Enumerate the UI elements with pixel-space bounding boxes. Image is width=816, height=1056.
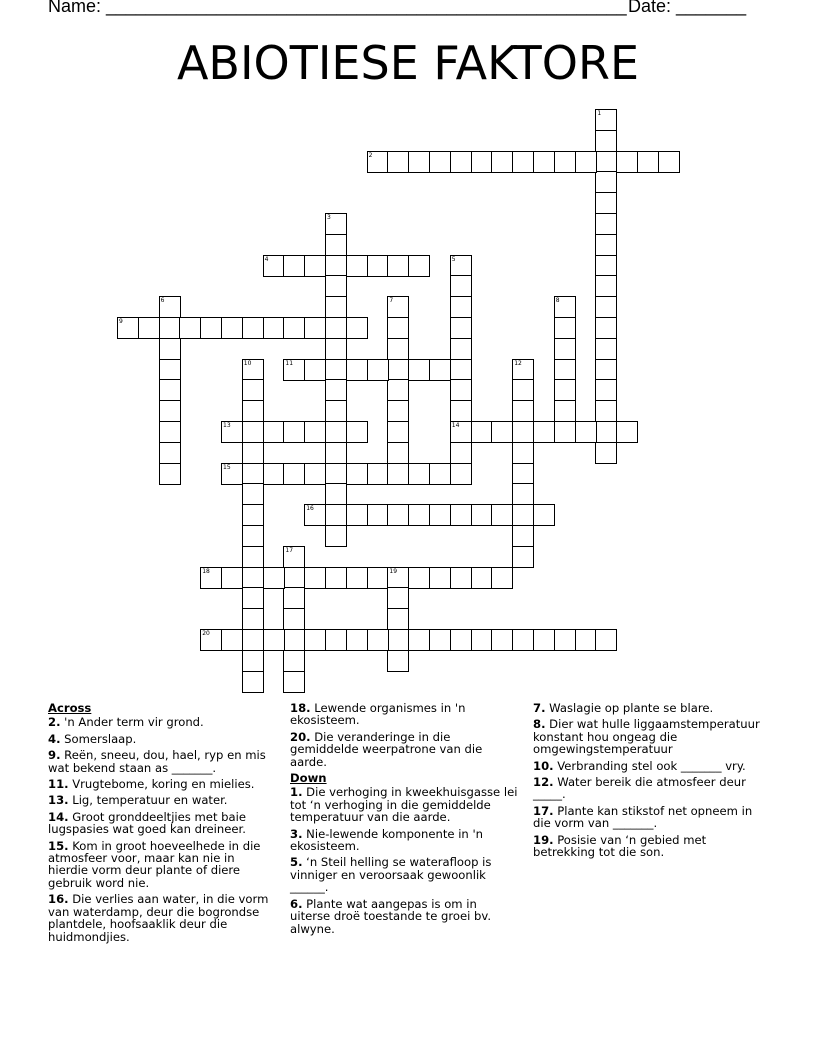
grid-cell[interactable] [554, 151, 576, 173]
clue-number: 15 [223, 463, 231, 471]
grid-cell[interactable] [491, 567, 513, 589]
clue-number: 13 [223, 422, 231, 429]
grid-cell[interactable] [595, 213, 617, 235]
grid-cell[interactable] [387, 650, 409, 672]
clue-number: 2 [368, 151, 373, 159]
grid-cell[interactable] [575, 151, 597, 173]
grid-cell[interactable] [387, 296, 409, 318]
clue-number: 18 [202, 567, 210, 575]
grid-cell[interactable] [367, 359, 389, 381]
grid-cell[interactable] [408, 255, 430, 277]
clue-number: 3 [327, 214, 331, 221]
grid-cell[interactable] [595, 171, 617, 193]
grid-cell[interactable] [450, 629, 472, 651]
grid-cell[interactable] [263, 629, 285, 651]
grid-cell[interactable] [263, 567, 285, 589]
grid-cell[interactable] [387, 338, 409, 360]
clue-down-17: 17. Plante kan stikstof net opneem in die vorm van _______. [533, 803, 753, 831]
clue-down-3: 3. Nie-lewende komponente in 'n ekosisteem. [290, 826, 483, 854]
clue-across-18: 18. Lewende organismes in 'n ekosisteem. [290, 701, 466, 728]
grid-cell[interactable] [554, 421, 576, 443]
name-field: Name: ____________________________________________________ [48, 0, 627, 16]
clue-number: 8 [555, 297, 560, 305]
grid-cell[interactable] [200, 629, 222, 651]
grid-cell[interactable] [429, 359, 451, 381]
grid-cell[interactable] [304, 567, 326, 589]
grid-cell[interactable] [512, 504, 534, 526]
grid-cell[interactable] [325, 421, 347, 443]
grid-cell[interactable] [408, 504, 430, 526]
grid-cell[interactable] [429, 629, 451, 651]
grid-cell[interactable] [533, 151, 555, 173]
grid-cell[interactable] [595, 421, 617, 443]
grid-cell[interactable] [512, 483, 534, 505]
grid-cell[interactable] [450, 442, 472, 464]
grid-cell[interactable] [595, 192, 617, 214]
clue-across-14: 14. Groot gronddeeltjies met baie lugspasies wat goed kan dreineer. [48, 809, 246, 837]
grid-cell[interactable] [159, 421, 181, 443]
grid-cell[interactable] [616, 421, 638, 443]
clue-down-10: 10. Verbranding stel ook _______ vry. [533, 758, 746, 773]
grid-cell[interactable] [283, 463, 305, 485]
grid-cell[interactable] [450, 421, 472, 443]
grid-cell[interactable] [450, 504, 472, 526]
grid-cell[interactable] [429, 151, 451, 173]
grid-cell[interactable] [554, 317, 576, 339]
grid-cell[interactable] [450, 567, 472, 589]
grid-cell[interactable] [283, 650, 305, 672]
grid-cell[interactable] [304, 421, 326, 443]
grid-cell[interactable] [283, 587, 305, 609]
grid-cell[interactable] [387, 359, 409, 381]
grid-cell[interactable] [221, 317, 243, 339]
grid-cell[interactable] [595, 379, 617, 401]
grid-cell[interactable] [512, 629, 534, 651]
clue-down-8: 8. Dier wat hulle liggaamstemperatuur konstant hou ongeag die omgewingstemperatuur [533, 717, 760, 757]
grid-cell[interactable] [512, 400, 534, 422]
grid-cell[interactable] [325, 379, 347, 401]
grid-cell[interactable] [533, 629, 555, 651]
grid-cell[interactable] [242, 650, 264, 672]
grid-cell[interactable] [387, 400, 409, 422]
grid-cell[interactable] [221, 629, 243, 651]
clue-across-9: 9. Reën, sneeu, dou, hael, ryp en mis wat bekend staan as _______. [48, 748, 266, 775]
grid-cell[interactable] [263, 255, 285, 277]
grid-cell[interactable] [242, 629, 264, 651]
grid-cell[interactable] [658, 151, 680, 173]
grid-cell[interactable] [367, 504, 389, 526]
grid-cell[interactable] [159, 463, 181, 485]
grid-cell[interactable] [159, 400, 181, 422]
grid-cell[interactable] [595, 130, 617, 152]
grid-cell[interactable] [450, 359, 472, 381]
grid-cell[interactable] [491, 504, 513, 526]
clue-across-20: 20. Die veranderinge in die gemiddelde weerpatrone van die aarde. [290, 729, 483, 769]
grid-cell[interactable] [304, 359, 326, 381]
grid-cell[interactable] [387, 587, 409, 609]
grid-cell[interactable] [512, 546, 534, 568]
grid-cell[interactable] [242, 317, 264, 339]
grid-cell[interactable] [554, 379, 576, 401]
grid-cell[interactable] [242, 608, 264, 630]
grid-cell[interactable] [304, 629, 326, 651]
clue-number: 16 [306, 505, 314, 513]
down-heading: Down [290, 771, 327, 786]
grid-cell[interactable] [304, 463, 326, 485]
grid-cell[interactable] [554, 296, 576, 318]
grid-cell[interactable] [450, 338, 472, 360]
grid-cell[interactable] [575, 421, 597, 443]
grid-cell[interactable] [387, 504, 409, 526]
grid-cell[interactable] [616, 151, 638, 173]
grid-cell[interactable] [450, 151, 472, 173]
grid-cell[interactable] [325, 463, 347, 485]
clue-number: 19 [389, 567, 398, 575]
grid-cell[interactable] [159, 338, 181, 360]
grid-cell[interactable] [387, 255, 409, 277]
grid-cell[interactable] [346, 359, 368, 381]
grid-cell[interactable] [450, 317, 472, 339]
grid-cell[interactable] [325, 338, 347, 360]
clue-number: 9 [119, 318, 123, 325]
grid-cell[interactable] [408, 629, 430, 651]
grid-cell[interactable] [512, 359, 534, 381]
grid-cell[interactable] [367, 629, 389, 651]
grid-cell[interactable] [242, 567, 264, 589]
grid-cell[interactable] [512, 525, 534, 547]
grid-cell[interactable] [554, 359, 576, 381]
grid-cell[interactable] [346, 629, 368, 651]
grid-cell[interactable] [408, 359, 430, 381]
grid-cell[interactable] [159, 379, 181, 401]
clue-number: 20 [202, 630, 210, 637]
clue-across-2: 2. 'n Ander term vir grond. [48, 715, 204, 730]
grid-cell[interactable] [450, 275, 472, 297]
grid-cell[interactable] [346, 317, 368, 339]
grid-cell[interactable] [595, 151, 617, 173]
grid-cell[interactable] [450, 255, 472, 277]
clue-number: 17 [285, 546, 294, 554]
clues-column-3 [533, 702, 765, 862]
grid-cell[interactable] [263, 317, 285, 339]
grid-cell[interactable] [325, 525, 347, 547]
grid-cell[interactable] [450, 296, 472, 318]
grid-cell[interactable] [367, 463, 389, 485]
grid-cell[interactable] [346, 504, 368, 526]
grid-cell[interactable] [387, 317, 409, 339]
grid-cell[interactable] [491, 421, 513, 443]
clue-across-4: 4. Somerslaap. [48, 731, 137, 746]
grid-cell[interactable] [595, 296, 617, 318]
grid-cell[interactable] [325, 400, 347, 422]
grid-cell[interactable] [512, 379, 534, 401]
grid-cell[interactable] [595, 317, 617, 339]
grid-cell[interactable] [325, 504, 347, 526]
grid-cell[interactable] [283, 629, 305, 651]
clue-down-19: 19. Posisie van ‘n gebied met betrekking tot die son. [533, 832, 707, 860]
grid-cell[interactable] [304, 255, 326, 277]
clue-number: 11 [285, 359, 294, 367]
grid-cell[interactable] [283, 608, 305, 630]
grid-cell[interactable] [491, 151, 513, 173]
grid-cell[interactable] [263, 421, 285, 443]
grid-cell[interactable] [159, 442, 181, 464]
grid-cell[interactable] [325, 442, 347, 464]
grid-cell[interactable] [242, 504, 264, 526]
grid-cell[interactable] [575, 629, 597, 651]
grid-cell[interactable] [512, 151, 534, 173]
clue-down-5: 5. ‘n Steil helling se waterafloop is vinniger en veroorsaak gewoonlik ______. [290, 855, 492, 895]
grid-cell[interactable] [471, 504, 493, 526]
date-field: Date: _______ [628, 0, 747, 16]
grid-cell[interactable] [283, 546, 305, 568]
grid-cell[interactable] [242, 483, 264, 505]
grid-cell[interactable] [159, 317, 181, 339]
grid-cell[interactable] [325, 567, 347, 589]
grid-cell[interactable] [387, 379, 409, 401]
grid-cell[interactable] [346, 463, 368, 485]
page-title: ABIOTIESE FAKTORE [176, 36, 640, 90]
grid-cell[interactable] [387, 629, 409, 651]
grid-cell[interactable] [242, 442, 264, 464]
grid-cell[interactable] [512, 442, 534, 464]
grid-cell[interactable] [367, 567, 389, 589]
grid-cell[interactable] [595, 359, 617, 381]
grid-cell[interactable] [387, 421, 409, 443]
grid-cell[interactable] [325, 255, 347, 277]
grid-cell[interactable] [242, 525, 264, 547]
grid-cell[interactable] [471, 567, 493, 589]
grid-cell[interactable] [242, 421, 264, 443]
grid-cell[interactable] [159, 296, 181, 318]
clue-number: 5 [451, 255, 456, 263]
clues-column-1 [48, 702, 274, 947]
grid-cell[interactable] [283, 317, 305, 339]
clue-number: 1 [597, 110, 602, 117]
grid-cell[interactable] [595, 234, 617, 256]
clue-down-7: 7. Waslagie op plante se blare. [533, 701, 714, 715]
clue-across-11: 11. Vrugtebome, koring en mielies. [48, 777, 255, 792]
grid-cell[interactable] [242, 379, 264, 401]
clues-column-2 [290, 702, 518, 939]
grid-cell[interactable] [512, 421, 534, 443]
grid-cell[interactable] [325, 359, 347, 381]
grid-cell[interactable] [346, 421, 368, 443]
grid-cell[interactable] [200, 317, 222, 339]
grid-cell[interactable] [325, 317, 347, 339]
grid-cell[interactable] [325, 483, 347, 505]
grid-cell[interactable] [221, 421, 243, 443]
grid-cell[interactable] [304, 504, 326, 526]
grid-cell[interactable] [325, 213, 347, 235]
grid-cell[interactable] [283, 421, 305, 443]
grid-cell[interactable] [346, 567, 368, 589]
grid-cell[interactable] [387, 463, 409, 485]
grid-cell[interactable] [595, 629, 617, 651]
grid-cell[interactable] [533, 504, 555, 526]
grid-cell[interactable] [637, 151, 659, 173]
grid-cell[interactable] [595, 442, 617, 464]
grid-cell[interactable] [325, 296, 347, 318]
grid-cell[interactable] [283, 567, 305, 589]
grid-cell[interactable] [367, 151, 389, 173]
grid-cell[interactable] [595, 255, 617, 277]
grid-cell[interactable] [408, 151, 430, 173]
grid-cell[interactable] [325, 275, 347, 297]
grid-cell[interactable] [387, 608, 409, 630]
grid-cell[interactable] [283, 359, 305, 381]
grid-cell[interactable] [367, 255, 389, 277]
clue-number: 6 [160, 297, 165, 305]
grid-cell[interactable] [242, 463, 264, 485]
across-heading: Across [48, 701, 92, 715]
grid-cell[interactable] [595, 109, 617, 131]
grid-cell[interactable] [471, 151, 493, 173]
clue-across-15: 15. Kom in groot hoeveelhede in die atmosfeer voor, maar kan nie in hierdie vorm deur plante of diere gebruik word nie. [48, 838, 261, 890]
clue-number: 4 [264, 255, 269, 263]
grid-cell[interactable] [429, 463, 451, 485]
grid-cell[interactable] [283, 671, 305, 693]
grid-cell[interactable] [200, 567, 222, 589]
grid-cell[interactable] [595, 275, 617, 297]
clue-number: 12 [514, 359, 522, 367]
grid-cell[interactable] [554, 400, 576, 422]
grid-cell[interactable] [408, 567, 430, 589]
clue-number: 14 [451, 422, 460, 429]
grid-cell[interactable] [491, 629, 513, 651]
clue-down-6: 6. Plante wat aangepas is om in uiterse droë toestande te groei bv. alwyne. [290, 896, 492, 936]
grid-cell[interactable] [138, 317, 160, 339]
grid-cell[interactable] [429, 567, 451, 589]
grid-cell[interactable] [179, 317, 201, 339]
clue-across-16: 16. Die verlies aan water, in die vorm van waterdamp, deur die bogrondse plantdele, hoofsaaklik deur die huidmondjies. [48, 892, 269, 944]
grid-cell[interactable] [450, 379, 472, 401]
grid-cell[interactable] [242, 359, 264, 381]
clue-across-13: 13. Lig, temperatuur en water. [48, 793, 228, 808]
grid-cell[interactable] [554, 338, 576, 360]
grid-cell[interactable] [595, 400, 617, 422]
grid-cell[interactable] [595, 338, 617, 360]
grid-cell[interactable] [221, 463, 243, 485]
grid-cell[interactable] [471, 421, 493, 443]
grid-cell[interactable] [408, 463, 430, 485]
clue-down-12: 12. Water bereik die atmosfeer deur _____. [533, 775, 746, 802]
grid-cell[interactable] [512, 463, 534, 485]
grid-cell[interactable] [117, 317, 139, 339]
grid-cell[interactable] [304, 317, 326, 339]
grid-cell[interactable] [450, 463, 472, 485]
grid-cell[interactable] [429, 504, 451, 526]
grid-cell[interactable] [387, 567, 409, 589]
grid-cell[interactable] [242, 671, 264, 693]
grid-cell[interactable] [450, 400, 472, 422]
grid-cell[interactable] [471, 629, 493, 651]
grid-cell[interactable] [283, 255, 305, 277]
grid-cell[interactable] [533, 421, 555, 443]
grid-cell[interactable] [159, 359, 181, 381]
grid-cell[interactable] [325, 629, 347, 651]
grid-cell[interactable] [387, 442, 409, 464]
clue-number: 7 [389, 297, 394, 305]
grid-cell[interactable] [221, 567, 243, 589]
clue-down-1: 1. Die verhoging in kweekhuisgasse lei tot ‘n verhoging in die gemiddelde temperatuur van die aarde. [290, 785, 518, 825]
grid-cell[interactable] [263, 463, 285, 485]
grid-cell[interactable] [242, 400, 264, 422]
grid-cell[interactable] [346, 255, 368, 277]
grid-cell[interactable] [387, 151, 409, 173]
grid-cell[interactable] [554, 629, 576, 651]
grid-cell[interactable] [242, 587, 264, 609]
clue-number: 10 [243, 359, 252, 367]
grid-cell[interactable] [242, 546, 264, 568]
grid-cell[interactable] [325, 234, 347, 256]
